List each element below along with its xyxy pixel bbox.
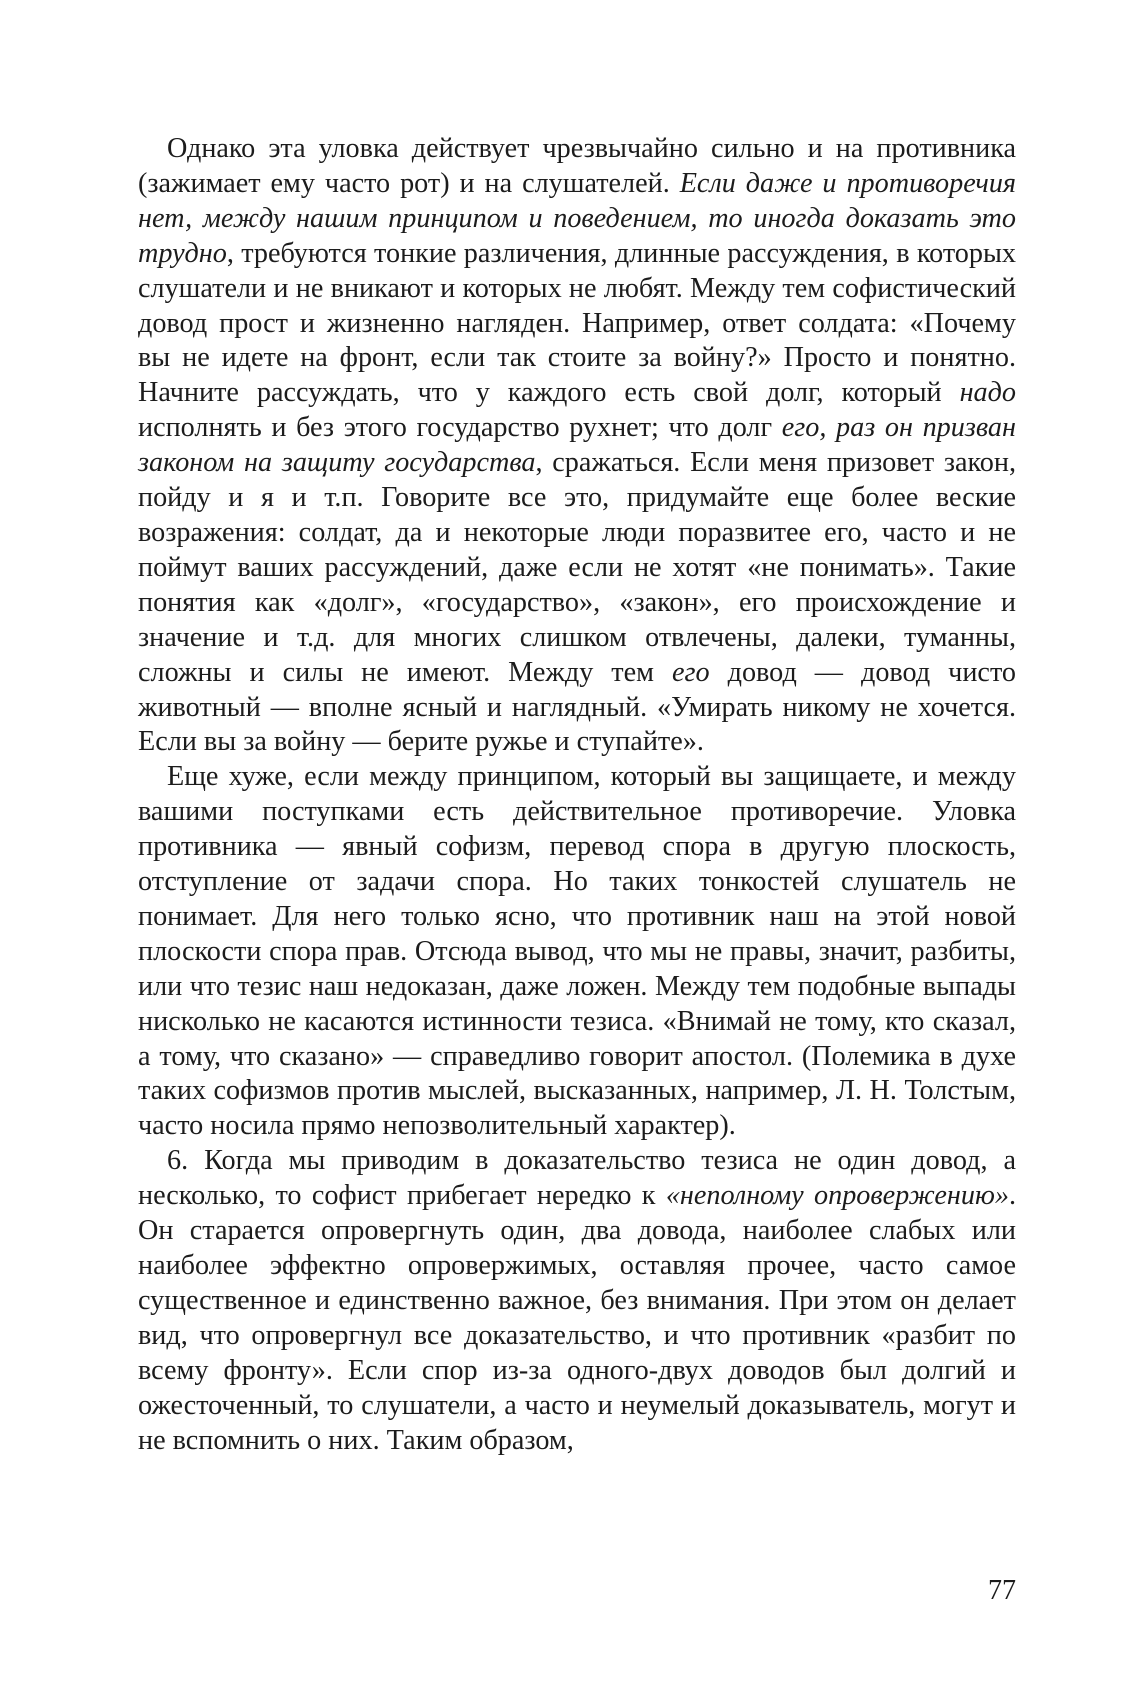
- text-run: , требуются тонкие различения, длинные рассуждения, в которых слушатели и не вникают и которых не любят. Между тем софистический довод прост и жизненно нагляден. Например, ответ солдата: «Почему вы не идете на фронт, если так стоите за войну?» Просто и понятно. Начните рассуждать, что у каждого есть свой долг, который: [138, 237, 1016, 409]
- page-number: 77: [988, 1575, 1016, 1606]
- text-run: Еще хуже, если между принципом, который вы защищаете, и между вашими поступками есть действительное противоречие. Уловка противника — явный софизм, перевод спора в другую плоскость, отступление от задачи спора. Но таких тонкостей слушатель не понимает. Для него только ясно, что противник наш на этой новой плоскости спора прав. Отсюда вывод, что мы не правы, значит, разбиты, или что тезис наш недоказан, даже ложен. Между тем подобные выпады нисколько не касаются истинности тезиса. «Внимай не тому, кто сказал, а тому, что сказано» — справедливо говорит апостол. (Полемика в духе таких софизмов против мыслей, высказанных, например, Л. Н. Толстым, часто носила прямо непозволительный характер).: [138, 761, 1016, 1142]
- body-text: [138, 132, 1016, 1458]
- paragraph-3: [138, 1144, 1016, 1458]
- italic-text-run: его, раз он призван законом на защиту государства: [138, 412, 1016, 479]
- text-run: , сражаться. Если меня призовет закон, пойду и я и т.п. Говорите все это, придумайте еще более веские возражения: солдат, да и некоторые люди поразвитее его, часто и не поймут ваших рассуждений, даже если не хотят «не понимать». Такие понятия как «долг», «государство», «закон», его происхождение и значение и т.д. для многих слишком отвлечены, далеки, туманны, сложны и силы не имеют. Между тем: [138, 447, 1017, 688]
- text-run: Однако эта уловка действует чрезвычайно сильно и на противника (зажимает ему часто рот) и на слушателей.: [138, 133, 1016, 199]
- text-run: 6. Когда мы приводим в доказательство тезиса не один довод, а несколько, то софист прибегает нередко к: [138, 1145, 1016, 1212]
- paragraph-1: [138, 132, 1016, 760]
- italic-text-run: Если даже и противоречия нет, между нашим принципом и поведением, то иногда доказать это трудно: [138, 167, 1017, 269]
- italic-text-run: его: [671, 656, 710, 688]
- text-run: . Он старается опровергнуть один, два довода, наиболее слабых или наиболее эффектно опровержимых, оставляя прочее, часто самое существенное и единственно важное, без внимания. При этом он делает вид, что опровергнул все доказательство, и что противник «разбит по всему фронту». Если спор из-за одного-двух доводов был долгий и ожесточенный, то слушатели, а часто и неумелый доказыватель, могут и не вспомнить о них. Таким образом,: [138, 1180, 1016, 1456]
- italic-text-run: «неполному опровержению»: [665, 1180, 1009, 1212]
- text-run: исполнять и без этого государство рухнет; что долг: [138, 412, 782, 444]
- italic-text-run: надо: [959, 377, 1016, 409]
- text-run: довод — довод чисто животный — вполне ясный и наглядный. «Умирать никому не хочется. Если вы за войну — берите ружье и ступайте».: [138, 656, 1016, 758]
- paragraph-2: [138, 760, 1016, 1144]
